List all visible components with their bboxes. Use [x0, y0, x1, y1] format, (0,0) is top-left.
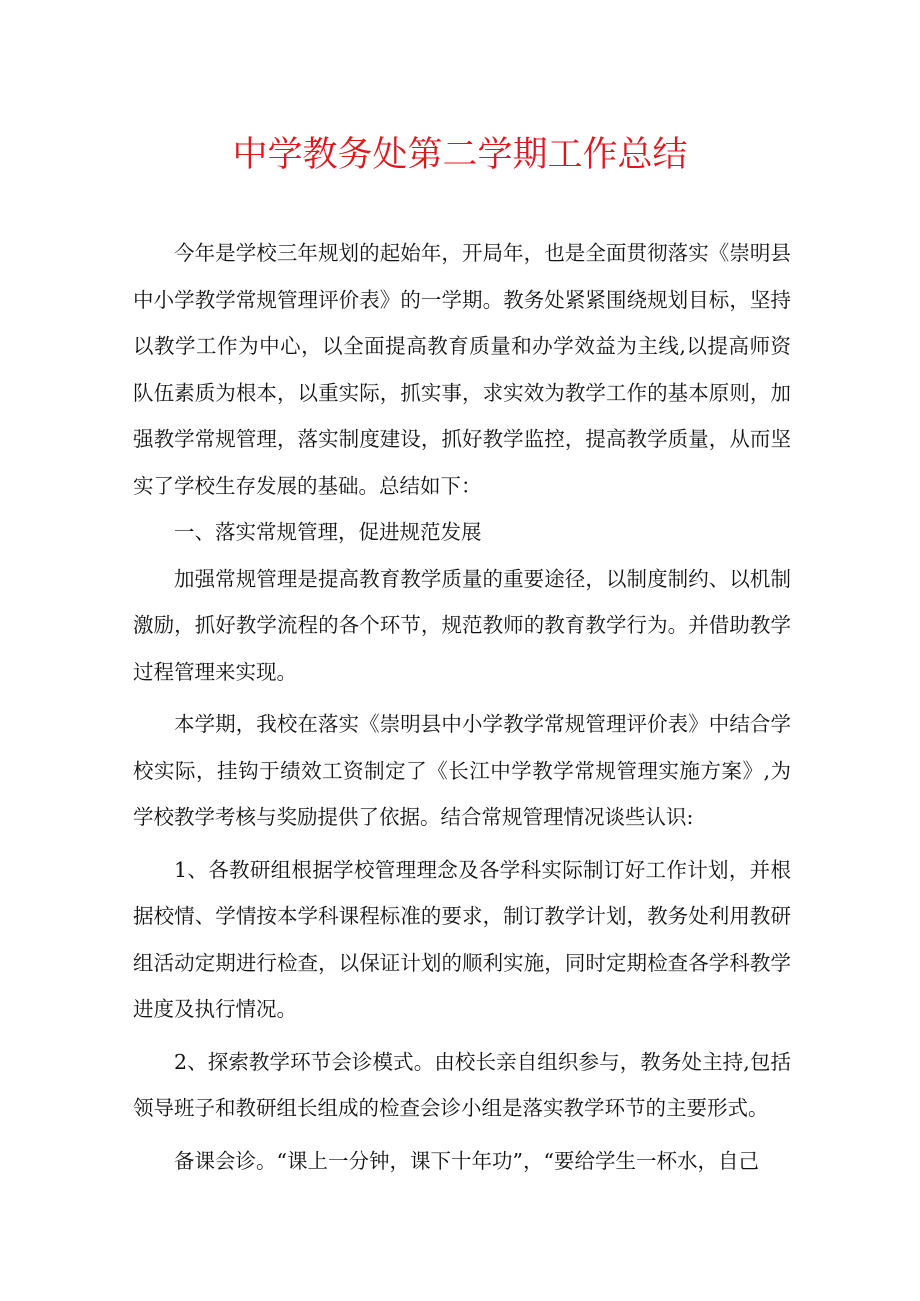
document-title: 中学教务处第二学期工作总结 [232, 135, 688, 175]
paragraph-intro: 今年是学校三年规划的起始年，开局年，也是全面贯彻落实《崇明县中小学教学常规管理评价表》的一学期。教务处紧紧围绕规划目标，坚持以教学工作为中心，以全面提高教育质量和办学效益为主线,以提高师资队伍素质为根本，以重实际，抓实事，求实效为教学工作的基本原则，加强教学常规管理，落实制度建设，抓好教学监控，提高教学质量，从而坚实了学校生存发展的基础。总结如下： [133, 241, 791, 498]
paragraph: 加强常规管理是提高教育教学质量的重要途径，以制度制约、以机制激励，抓好教学流程的各个环节，规范教师的教育教学行为。并借助教学过程管理来实现。 [133, 566, 791, 684]
paragraph: 1、各教研组根据学校管理理念及各学科实际制订好工作计划，并根据校情、学情按本学科课程标准的要求，制订教学计划，教务处利用教研组活动定期进行检查，以保证计划的顺利实施，同时定期检查各学科教学进度及执行情况。 [133, 857, 791, 1021]
document-body [133, 230, 791, 1184]
paragraph: 备课会诊。“课上一分钟，课下十年功”，“要给学生一杯水，自己 [174, 1148, 759, 1173]
section-heading-1: 一、落实常规管理，促进规范发展 [174, 520, 482, 544]
paragraph: 本学期，我校在落实《崇明县中小学教学常规管理评价表》中结合学校实际，挂钩于绩效工资制定了《长江中学教学常规管理实施方案》,为学校教学考核与奖励提供了依据。结合常规管理情况谈些认识: [133, 712, 791, 829]
paragraph: 2、探索教学环节会诊模式。由校长亲自组织参与，教务处主持,包括领导班子和教研组长组成的检查会诊小组是落实教学环节的主要形式。 [133, 1049, 791, 1120]
